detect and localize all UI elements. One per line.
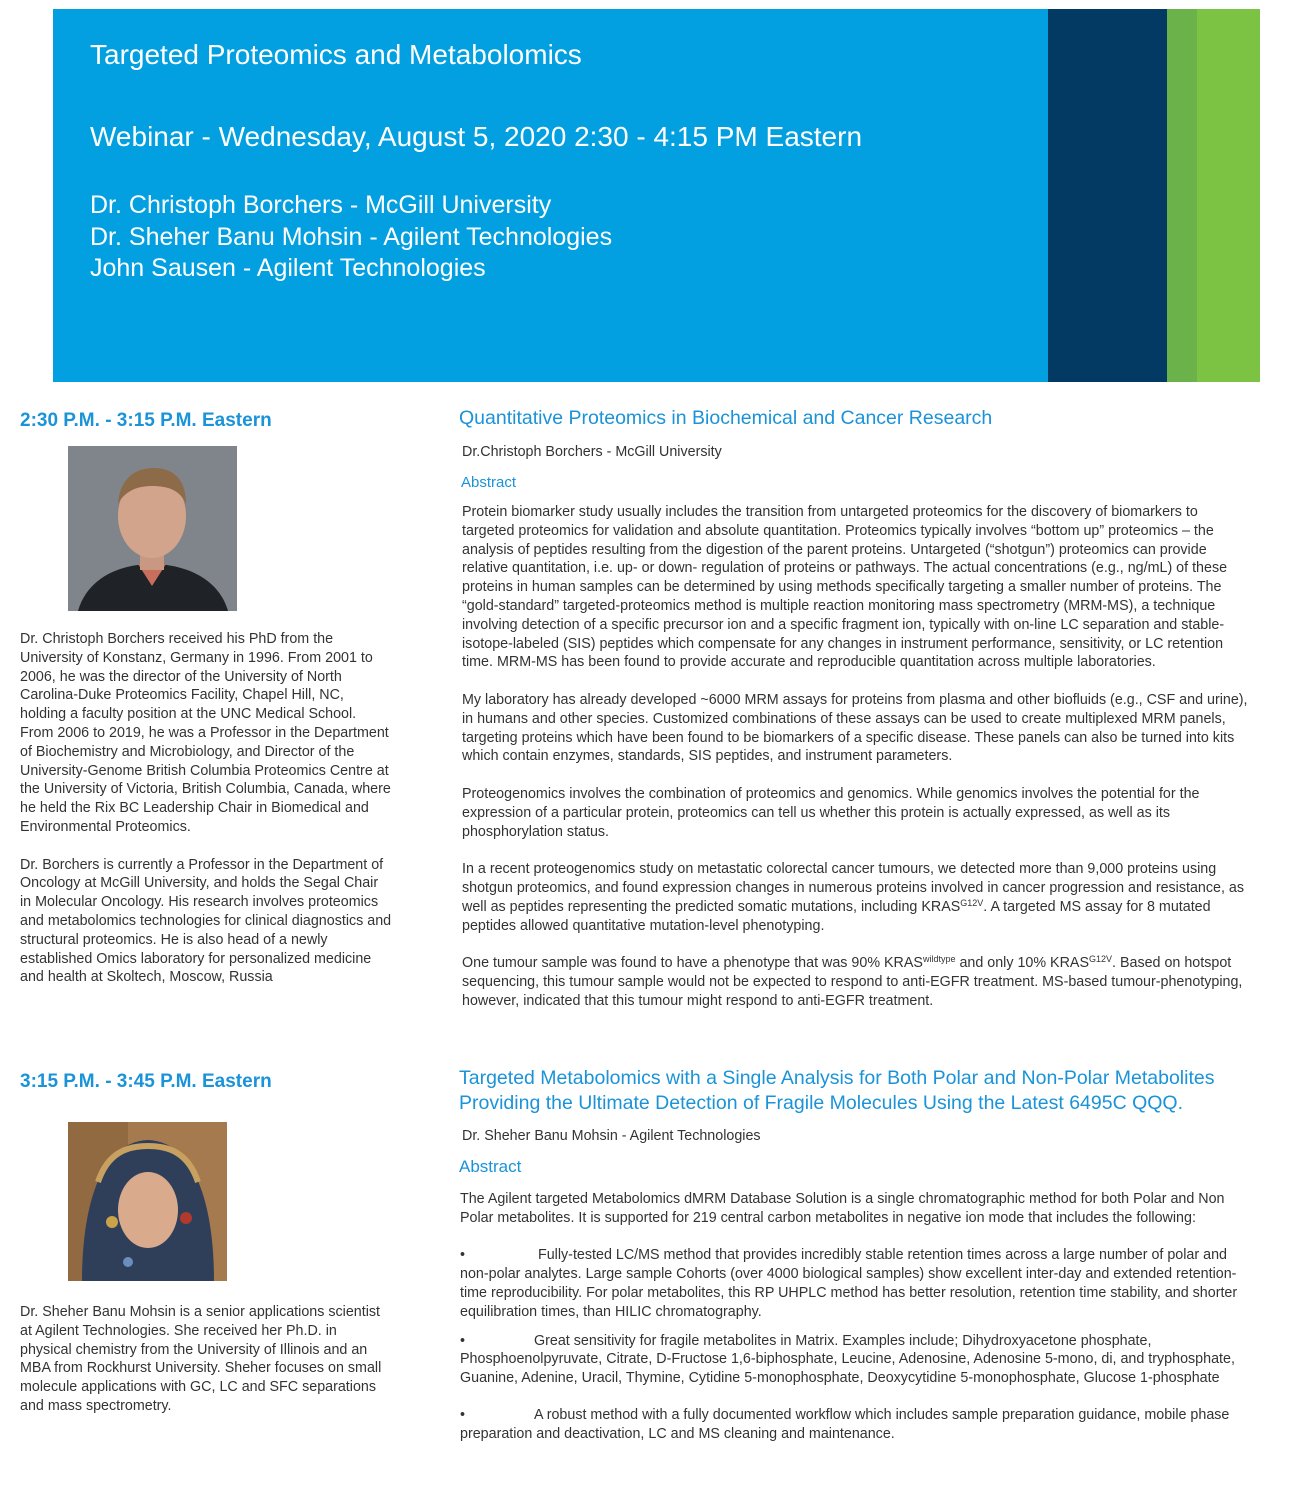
talk-title-metabolomics: Targeted Metabolomics with a Single Analysis for Both Polar and Non-Polar Metabolites Providing the Ultimate Detection of Fragile Molecules Using the Latest 6495C QQQ. — [459, 1067, 1215, 1114]
banner-title: Targeted Proteomics and Metabolomics — [90, 39, 582, 70]
bullet-icon: • — [460, 1332, 466, 1349]
superscript: G12V — [960, 897, 984, 908]
speaker-photo-mohsin — [68, 1122, 227, 1281]
banner-speaker-list — [90, 190, 612, 285]
bullet-item — [460, 1406, 1250, 1444]
abstract-paragraph — [462, 954, 1252, 1010]
banner-speaker: Dr. Sheher Banu Mohsin - Agilent Technologies — [90, 222, 613, 251]
superscript: G12V — [1089, 954, 1113, 965]
text-run: and only 10% KRAS — [955, 955, 1089, 972]
bio-paragraph: Dr. Borchers is currently a Professor in the Department of Oncology at McGill University, and holds the Segal Chair in Molecular Oncology. His research involves proteomics and metabolomics technologies for clinical diagnostics and structural proteomics. He is also head of a newly established Omics laboratory for personalized medicine and health at Skoltech, Moscow, Russia — [20, 856, 392, 986]
session-2-time: 3:15 P.M. - 3:45 P.M. Eastern — [20, 1071, 272, 1092]
speaker-bio-mohsin: Dr. Sheher Banu Mohsin is a senior applications scientist at Agilent Technologies. She received her Ph.D. in physical chemistry from the University of Illinois and an MBA from Rockhurst University. Sheher focuses on small molecule applications with GC, LC and SFC separations and mass spectrometry. — [20, 1304, 382, 1414]
abstract-text-metabolomics — [460, 1190, 1250, 1454]
talk-speaker-borchers: Dr.Christoph Borchers - McGill University — [462, 444, 722, 460]
abstract-paragraph: Protein biomarker study usually includes the transition from untargeted proteomics for the discovery of biomarkers to targeted proteomics for validation and absolute quantitation. Proteomics typically involves “bottom up” proteomics – the analysis of peptides resulting from the digestion of the parent proteins. Untargeted (“shotgun”) proteomics can provide relative quantitation, i.e. up- or down- regulation of proteins or pathways. The actual concentrations (e.g., ng/mL) of these proteins in human samples can be determined by using methods specifically targeting a smaller number of proteins. The “gold-standard” targeted-proteomics method is multiple reaction monitoring mass spectrometry (MRM-MS), a technique involving detection of a specific precursor ion and a specific fragment ion, typically with on-line LC separation and stable-isotope-labeled (SIS) peptides which compensate for any changes in instrument performance, sensitivity, or LC retention time. MRM-MS has been found to provide accurate and reproducible quantitation across multiple laboratories. — [462, 504, 1228, 671]
bio-paragraph: Dr. Christoph Borchers received his PhD from the University of Konstanz, Germany in 1996. From 2001 to 2006, he was the director of the University of North Carolina-Duke Proteomics Facility, Chapel Hill, NC, holding a faculty position at the UNC Medical School. From 2006 to 2019, he was a Professor in the Department of Biochemistry and Microbiology, and Director of the University-Genome British Columbia Proteomics Centre at the University of Victoria, British Columbia, Canada, where he held the Rix BC Leadership Chair in Biomedical and Environmental Proteomics. — [20, 631, 391, 835]
header-banner — [53, 9, 1260, 382]
bullet-text: A robust method with a fully documented workflow which includes sample preparation guidance, mobile phase preparation and deactivation, LC and MS cleaning and maintenance. — [460, 1406, 1230, 1442]
abstract-paragraph: My laboratory has already developed ~6000 MRM assays for proteins from plasma and other biofluids (e.g., CSF and urine), in humans and other species. Customized combinations of these assays can be used to create multiplexed MRM panels, targeting proteins which have been found to be biomarkers of a specific disease. These panels can also be turned into kits which contain enzymes, standards, SIS peptides, and instrument parameters. — [462, 691, 1248, 765]
banner-stripe-navy — [1048, 9, 1167, 382]
abstract-paragraph: Proteogenomics involves the combination of proteomics and genomics. While genomics involves the potential for the expression of a particular protein, proteomics can tell us whether this protein is actually expressed, as well as its phosphorylation status. — [462, 785, 1200, 840]
text-run: One tumour sample was found to have a phenotype that was 90% KRAS — [462, 955, 923, 972]
text-run: . Based on hotspot sequencing, this tumour sample would not be expected to respond to anti-EGFR treatment. MS-based tumour-phenotyping, however, indicated that this tumour might respond to anti-EGFR treatment. — [462, 955, 1243, 1009]
talk-title-proteomics: Quantitative Proteomics in Biochemical and Cancer Research — [459, 407, 993, 429]
bullet-text: Great sensitivity for fragile metabolites in Matrix. Examples include; Dihydroxyacetone phosphate, Phosphoenolpyruvate, Citrate, D-Fructose 1,6-biphosphate, Leucine, Adenosine, Adenosine 5-mono, di, and tryphosphate, Guanine, Adenine, Uracil, Thymine, Cytidine 5-monophosphate, Deoxycytidine 5-monophosphate, Glucose 1-phosphate — [460, 1332, 1235, 1387]
banner-stripe-green-dark — [1167, 9, 1197, 382]
abstract-paragraph: The Agilent targeted Metabolomics dMRM Database Solution is a single chromatographic method for both Polar and Non Polar metabolites. It is supported for 219 central carbon metabolites in negative ion mode that includes the following: — [460, 1191, 1225, 1226]
bullet-item — [460, 1332, 1250, 1388]
speaker-photo-borchers — [68, 446, 237, 611]
bullet-item — [460, 1246, 1250, 1321]
speaker-bio-borchers — [20, 630, 392, 1006]
bullet-text: Fully-tested LC/MS method that provides incredibly stable retention times across a large number of polar and non-polar analytes. Large sample Cohorts (over 4000 biological samples) show excellent inter-day and extended retention-time reproducibility. For polar metabolites, this RP UHPLC method has better resolution, retention time stability, and shorter equilibration times, than HILIC chromatography. — [460, 1247, 1238, 1320]
abstract-text-proteomics — [462, 503, 1252, 1029]
text-run: In a recent proteogenomics study on metastatic colorectal cancer tumours, we detected more than 9,000 proteins using shotgun proteomics, and found expression changes in numerous proteins involved in cancer progression and resistance, as well as peptides representing the predicted somatic mutations, including KRAS — [462, 861, 1245, 915]
abstract-paragraph — [462, 860, 1252, 935]
banner-stripe-green-light — [1197, 9, 1260, 382]
abstract-label: Abstract — [461, 474, 517, 491]
text-run: . A targeted MS assay for 8 mutated peptides allowed quantitative mutation-level phenotyping. — [462, 898, 1211, 934]
abstract-label: Abstract — [459, 1157, 522, 1176]
session-1-time: 2:30 P.M. - 3:15 P.M. Eastern — [20, 410, 272, 431]
superscript: wildtype — [922, 954, 956, 965]
banner-speaker: John Sausen - Agilent Technologies — [90, 254, 486, 282]
talk-speaker-mohsin: Dr. Sheher Banu Mohsin - Agilent Technologies — [462, 1128, 761, 1144]
banner-webinar-date: Webinar - Wednesday, August 5, 2020 2:30 - 4:15 PM Eastern — [90, 121, 863, 152]
banner-speaker: Dr. Christoph Borchers - McGill University — [90, 191, 552, 219]
bullet-icon: • — [460, 1406, 466, 1423]
bullet-icon: • — [460, 1247, 466, 1264]
